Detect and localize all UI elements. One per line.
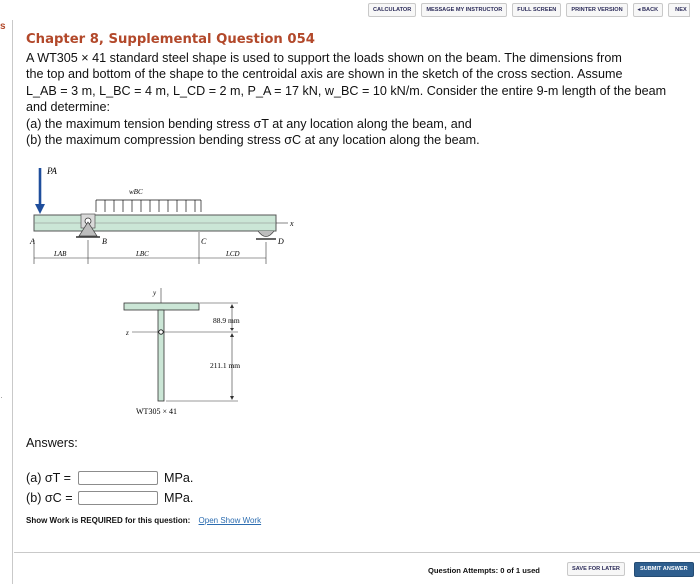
answer-row-b [26,491,193,505]
point-a-label: A [30,237,35,246]
point-d-label: D [278,237,284,246]
distributed-load-label: wBC [129,188,143,196]
answer-b-input[interactable] [78,491,158,505]
calculator-button[interactable]: CALCULATOR [368,3,416,17]
question-attempts: Question Attempts: 0 of 1 used [428,566,540,575]
section-y-label: y [153,289,157,297]
problem-line-1: A WT305 × 41 standard steel shape is used to support the loads shown on the beam. The dimensions from [26,51,622,65]
top-toolbar [368,3,690,17]
back-button[interactable]: ◂ BACK [633,3,664,17]
bottom-distance-label: 211.1 mm [210,361,241,370]
tee-flange [124,303,199,310]
next-button[interactable]: NEX [668,3,690,17]
x-axis-label: x [290,219,294,228]
answers-heading: Answers: [26,436,78,450]
answer-a-unit: MPa. [164,471,194,485]
section-z-label: z [126,329,129,337]
point-c-label: C [201,237,207,246]
length-bc-label: LBC [136,250,149,258]
distributed-load-arrows [96,200,201,212]
tee-stem [158,310,164,401]
answer-row-a [26,471,193,485]
centroid-marker [159,330,163,334]
dim-arrow-top-2 [230,328,234,331]
footer-divider [14,552,700,553]
answer-b-label: (b) σC = [26,491,73,505]
problem-line-3: L_AB = 3 m, L_BC = 4 m, L_CD = 2 m, P_A = 17 kN, w_BC = 10 kN/m. Consider the entire 9-m length of the beam [26,83,667,98]
answer-a-label: (a) σT = [26,471,71,485]
beam-figure [26,160,316,425]
open-show-work-link[interactable]: Open Show Work [198,516,262,525]
question-title: Chapter 8, Supplemental Question 054 [26,32,315,47]
answer-a-input[interactable] [78,471,158,485]
problem-line-4: and determine: [26,100,111,115]
problem-part-a: (a) the maximum tension bending stress σT at any location along the beam, and [26,116,472,131]
length-ab-label: LAB [54,250,67,258]
load-label: PA [47,166,57,176]
load-arrow-head [35,204,45,214]
support-d-roller [258,231,274,237]
left-nav-dot: · [0,392,3,402]
show-work-notice [26,516,261,525]
full-screen-button[interactable]: FULL SCREEN [512,3,561,17]
length-cd-label: LCD [226,250,240,258]
submit-answer-button[interactable]: SUBMIT ANSWER [634,562,694,577]
show-work-text: Show Work is REQUIRED for this question: [26,516,191,525]
message-instructor-button[interactable]: MESSAGE MY INSTRUCTOR [421,3,507,17]
left-nav-marker: s [0,21,6,32]
dim-arrow-bottom-2 [230,396,234,400]
problem-part-b: (b) the maximum compression bending stress σC at any location along the beam. [26,133,480,148]
answer-b-unit: MPa. [164,491,194,505]
dim-arrow-bottom-1 [230,333,234,337]
left-divider [12,20,13,584]
top-distance-label: 88.9 mm [213,316,240,325]
problem-line-2: the top and bottom of the shape to the centroidal axis are shown in the sketch of the cross section. Assume [26,67,623,82]
dim-arrow-top-1 [230,304,234,308]
section-designation: WT305 × 41 [136,407,177,416]
problem-statement [26,50,694,148]
save-for-later-button[interactable]: SAVE FOR LATER [567,562,625,576]
printer-version-button[interactable]: PRINTER VERSION [566,3,627,17]
point-b-label: B [102,237,107,246]
